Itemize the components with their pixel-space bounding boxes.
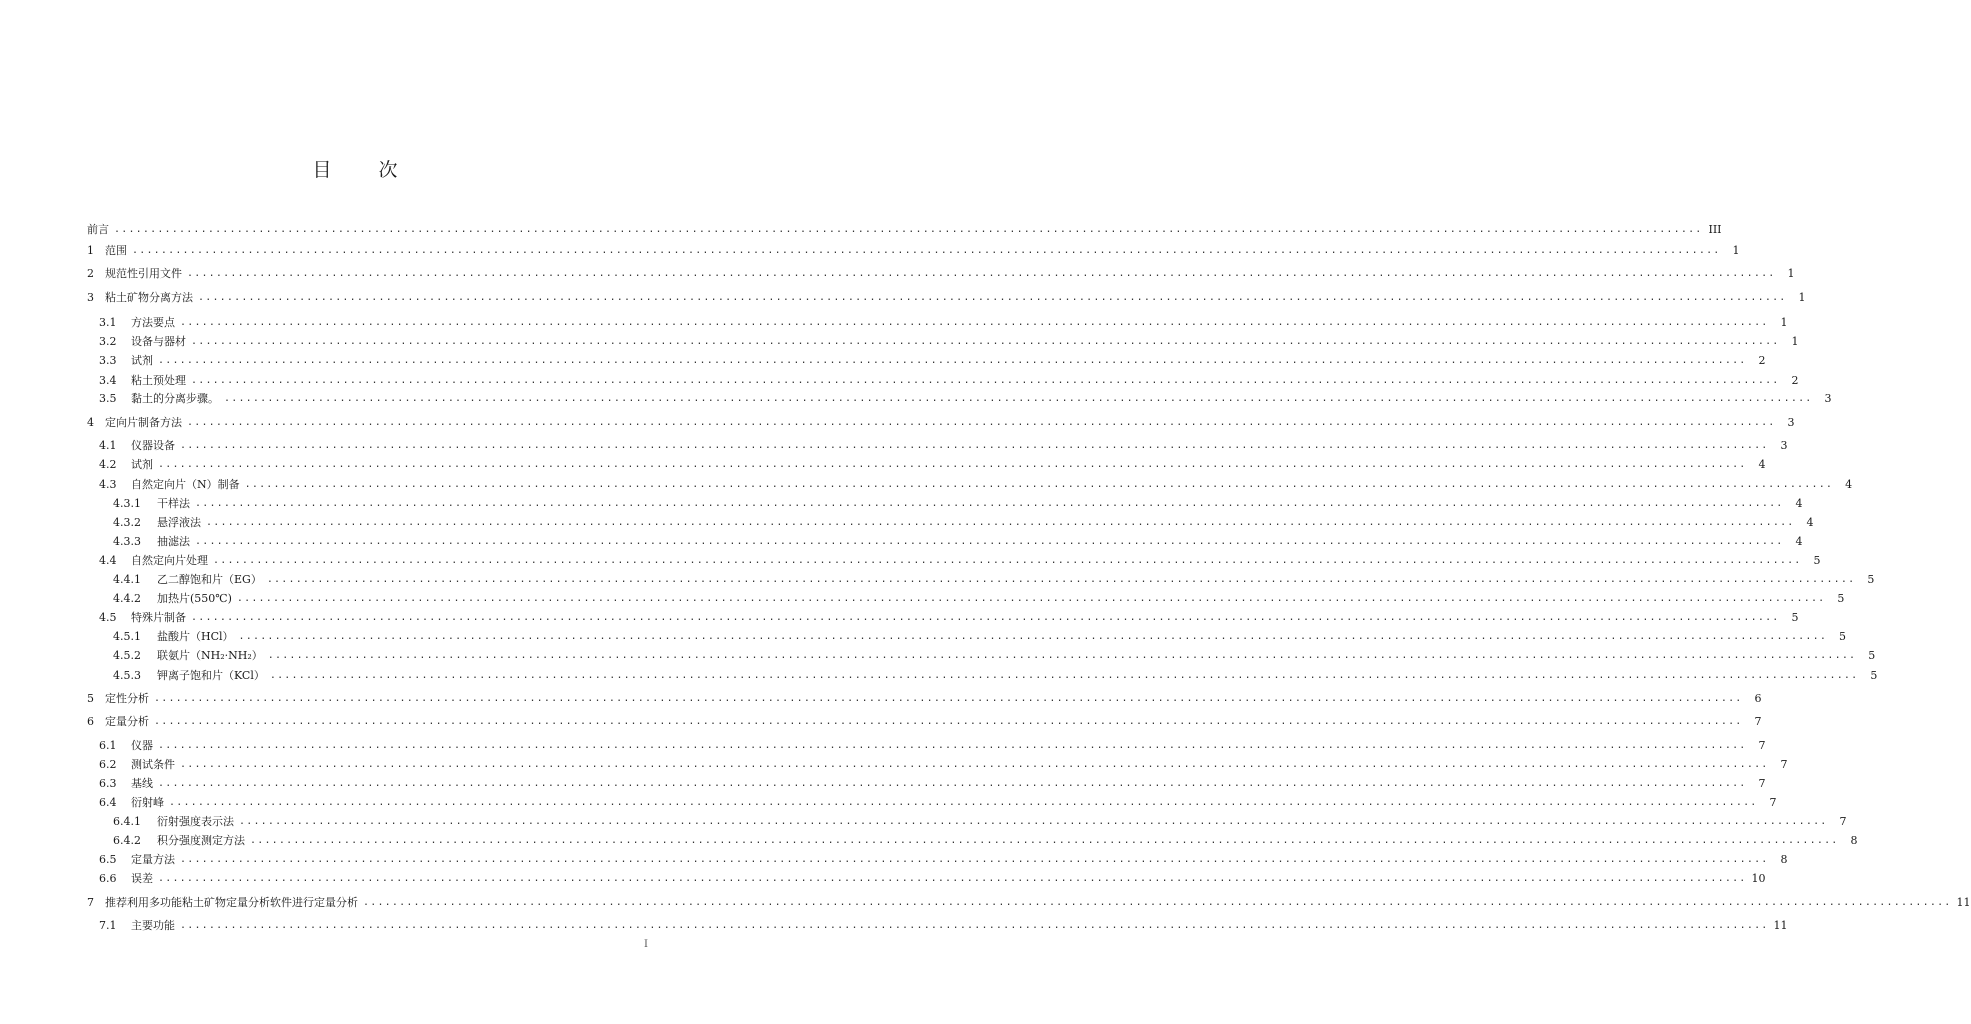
toc-entry-label: 钾离子饱和片（KCl）	[157, 669, 265, 682]
toc-entry-page: 7	[1754, 715, 1762, 728]
toc-entry[interactable]	[113, 629, 1847, 645]
dot-leader: ............................................................................................................................................................................................................................	[239, 816, 1828, 827]
dot-leader: ............................................................................................................................................................................................................................	[158, 778, 1747, 789]
toc-entry-label: 衍射峰	[131, 796, 164, 809]
toc-entry-number: 6.4.1	[113, 815, 141, 828]
toc-entry[interactable]	[99, 852, 1788, 868]
toc-entry-page: III	[1708, 223, 1722, 236]
toc-entry-page: 5	[1868, 649, 1876, 662]
toc-entry-page: 2	[1758, 354, 1766, 367]
toc-entry-label: 测试条件	[131, 758, 175, 771]
toc-entry-number: 2	[87, 267, 94, 280]
dot-leader: ............................................................................................................................................................................................................................	[206, 517, 1795, 528]
dot-leader: ............................................................................................................................................................................................................................	[158, 459, 1747, 470]
toc-entry[interactable]	[87, 290, 1806, 306]
toc-entry-page: 2	[1791, 374, 1799, 387]
toc-entry[interactable]	[99, 918, 1788, 934]
toc-entry[interactable]	[99, 334, 1799, 350]
toc-entry-number: 7.1	[99, 919, 117, 932]
toc-entry-label: 特殊片制备	[131, 611, 186, 624]
dot-leader: ............................................................................................................................................................................................................................	[187, 417, 1776, 428]
toc-entry-page: 4	[1795, 497, 1803, 510]
toc-entry-label: 误差	[131, 872, 153, 885]
toc-entry-number: 3	[87, 291, 94, 304]
toc-entry-label: 粘土矿物分离方法	[105, 291, 193, 304]
toc-entry[interactable]	[113, 515, 1814, 531]
toc-entry-label: 定量分析	[105, 715, 149, 728]
dot-leader: ............................................................................................................................................................................................................................	[169, 797, 1758, 808]
toc-entry-label: 试剂	[131, 458, 153, 471]
toc-entry-label: 范围	[105, 244, 127, 257]
toc-entry-number: 4.5.2	[113, 649, 141, 662]
toc-entry[interactable]	[113, 572, 1875, 588]
dot-leader: ............................................................................................................................................................................................................................	[266, 574, 1856, 585]
toc-entry[interactable]	[87, 222, 1722, 238]
toc-entry-number: 3.1	[99, 316, 117, 329]
toc-entry-page: 1	[1780, 316, 1788, 329]
toc-entry[interactable]	[87, 266, 1795, 282]
toc-entry-page: 1	[1732, 244, 1740, 257]
toc-entry-label: 前言	[87, 223, 109, 236]
toc-entry-label: 定性分析	[105, 692, 149, 705]
dot-leader: ............................................................................................................................................................................................................................	[158, 873, 1747, 884]
toc-entry-page: 4	[1795, 535, 1803, 548]
toc-entry-number: 7	[87, 896, 94, 909]
toc-entry-label: 黏土的分离步骤。	[131, 392, 219, 405]
toc-entry-label: 盐酸片（HCl）	[157, 630, 234, 643]
toc-entry-page: 10	[1751, 872, 1766, 885]
dot-leader: ............................................................................................................................................................................................................................	[114, 224, 1703, 235]
dot-leader: ............................................................................................................................................................................................................................	[195, 498, 1784, 509]
dot-leader: ............................................................................................................................................................................................................................	[180, 317, 1769, 328]
dot-leader: ............................................................................................................................................................................................................................	[236, 593, 1826, 604]
toc-entry-page: 8	[1780, 853, 1788, 866]
toc-entry[interactable]	[99, 757, 1788, 773]
dot-leader: ............................................................................................................................................................................................................................	[195, 536, 1784, 547]
toc-entry-page: 5	[1867, 573, 1875, 586]
toc-entry-label: 仪器	[131, 739, 153, 752]
toc-entry-label: 抽滤法	[157, 535, 190, 548]
toc-entry-page: 1	[1791, 335, 1799, 348]
toc-entry-page: 7	[1769, 796, 1777, 809]
toc-entry-page: 11	[1773, 919, 1788, 932]
dot-leader: ............................................................................................................................................................................................................................	[244, 479, 1834, 490]
toc-entry-label: 试剂	[131, 354, 153, 367]
toc-entry-page: 3	[1780, 439, 1788, 452]
dot-leader: ............................................................................................................................................................................................................................	[191, 612, 1780, 623]
toc-entry-label: 定向片制备方法	[105, 416, 182, 429]
dot-leader: ............................................................................................................................................................................................................................	[198, 292, 1787, 303]
toc-entry-page: 7	[1758, 777, 1766, 790]
toc-entry-label: 联氨片（NH₂·NH₂）	[157, 649, 263, 662]
toc-entry-label: 自然定向片（N）制备	[131, 478, 240, 491]
toc-entry-page: 7	[1780, 758, 1788, 771]
toc-entry[interactable]	[113, 668, 1878, 684]
toc-entry[interactable]	[113, 534, 1803, 550]
dot-leader: ............................................................................................................................................................................................................................	[132, 245, 1721, 256]
toc-entry[interactable]	[87, 415, 1795, 431]
toc-entry-page: 3	[1824, 392, 1832, 405]
toc-entry[interactable]	[99, 871, 1766, 887]
toc-entry-label: 干样法	[157, 497, 190, 510]
toc-entry-page: 4	[1845, 478, 1853, 491]
toc-entry-number: 4.3.2	[113, 516, 141, 529]
toc-entry-number: 3.2	[99, 335, 117, 348]
toc-entry[interactable]	[99, 457, 1766, 473]
dot-leader: ............................................................................................................................................................................................................................	[269, 670, 1859, 681]
toc-entry-label: 推荐利用多功能粘土矿物定量分析软件进行定量分析	[105, 896, 358, 909]
toc-entry-page: 1	[1798, 291, 1806, 304]
dot-leader: ............................................................................................................................................................................................................................	[180, 440, 1769, 451]
dot-leader: ............................................................................................................................................................................................................................	[363, 897, 1952, 908]
toc-entry-label: 粘土预处理	[131, 374, 186, 387]
toc-entry-number: 4.3.1	[113, 497, 141, 510]
dot-leader: ............................................................................................................................................................................................................................	[267, 650, 1857, 661]
toc-entry[interactable]	[99, 553, 1821, 569]
toc-entry-label: 设备与器材	[131, 335, 186, 348]
toc-entry-number: 4.5.3	[113, 669, 141, 682]
toc-entry-label: 自然定向片处理	[131, 554, 208, 567]
toc-entry-page: 11	[1956, 896, 1971, 909]
page-title: 目 次	[312, 159, 412, 181]
toc-entry-label: 定量方法	[131, 853, 175, 866]
toc-entry[interactable]	[99, 738, 1766, 754]
toc-entry-page: 4	[1806, 516, 1814, 529]
dot-leader: ............................................................................................................................................................................................................................	[154, 716, 1743, 727]
toc-entry[interactable]	[99, 477, 1853, 493]
toc-entry-number: 3.4	[99, 374, 117, 387]
toc-entry-number: 6.2	[99, 758, 117, 771]
toc-entry-number: 4.4.2	[113, 592, 141, 605]
toc-entry[interactable]	[113, 591, 1845, 607]
toc-entry[interactable]	[99, 610, 1799, 626]
toc-entry-label: 方法要点	[131, 316, 175, 329]
toc-entry[interactable]	[99, 315, 1788, 331]
toc-entry-page: 5	[1839, 630, 1847, 643]
toc-entry[interactable]	[99, 795, 1777, 811]
toc-entry-label: 积分强度测定方法	[157, 834, 245, 847]
toc-entry-page: 3	[1787, 416, 1795, 429]
toc-entry-number: 3.5	[99, 392, 117, 405]
toc-entry-page: 5	[1791, 611, 1799, 624]
toc-entry-label: 悬浮液法	[157, 516, 201, 529]
toc-entry-number: 4.5.1	[113, 630, 141, 643]
dot-leader: ............................................................................................................................................................................................................................	[187, 268, 1776, 279]
toc-entry[interactable]	[87, 895, 1971, 911]
toc-entry-number: 3.3	[99, 354, 117, 367]
toc-entry-page: 7	[1758, 739, 1766, 752]
toc-entry-number: 4.3	[99, 478, 117, 491]
page-number: I	[644, 939, 648, 950]
toc-entry-number: 6.4.2	[113, 834, 141, 847]
toc-entry-number: 4.5	[99, 611, 117, 624]
toc-entry-page: 4	[1758, 458, 1766, 471]
toc-entry[interactable]	[113, 496, 1803, 512]
dot-leader: ............................................................................................................................................................................................................................	[191, 336, 1780, 347]
dot-leader: ............................................................................................................................................................................................................................	[180, 854, 1769, 865]
toc-entry[interactable]	[87, 243, 1740, 259]
dot-leader: ............................................................................................................................................................................................................................	[154, 693, 1743, 704]
toc-entry[interactable]	[99, 353, 1766, 369]
dot-leader: ............................................................................................................................................................................................................................	[213, 555, 1802, 566]
dot-leader: ............................................................................................................................................................................................................................	[158, 355, 1747, 366]
toc-entry-number: 4.1	[99, 439, 117, 452]
toc-entry-page: 5	[1837, 592, 1845, 605]
toc-entry[interactable]	[113, 648, 1876, 664]
toc-entry[interactable]	[99, 438, 1788, 454]
toc-entry[interactable]	[113, 814, 1847, 830]
toc-entry-label: 规范性引用文件	[105, 267, 182, 280]
toc-entry-label: 乙二醇饱和片（EG）	[157, 573, 262, 586]
toc-entry-page: 8	[1850, 834, 1858, 847]
toc-entry-page: 6	[1754, 692, 1762, 705]
toc-entry[interactable]	[87, 691, 1762, 707]
toc-entry-page: 5	[1813, 554, 1821, 567]
toc-entry[interactable]	[99, 776, 1766, 792]
dot-leader: ............................................................................................................................................................................................................................	[238, 631, 1828, 642]
toc-entry-number: 4.3.3	[113, 535, 141, 548]
toc-entry-label: 加热片(550℃)	[157, 592, 232, 605]
toc-entry-number: 4.2	[99, 458, 117, 471]
toc-entry-number: 6.5	[99, 853, 117, 866]
dot-leader: ............................................................................................................................................................................................................................	[224, 393, 1813, 404]
toc-entry-number: 6.4	[99, 796, 117, 809]
toc-entry-number: 6	[87, 715, 94, 728]
toc-entry-page: 1	[1787, 267, 1795, 280]
dot-leader: ............................................................................................................................................................................................................................	[180, 759, 1769, 770]
toc-entry-number: 4.4	[99, 554, 117, 567]
toc-entry[interactable]	[113, 833, 1858, 849]
toc-entry[interactable]	[87, 714, 1762, 730]
toc-entry[interactable]	[99, 391, 1832, 407]
toc-entry-number: 1	[87, 244, 94, 257]
dot-leader: ............................................................................................................................................................................................................................	[158, 740, 1747, 751]
toc-entry-number: 4	[87, 416, 94, 429]
toc-entry-number: 6.1	[99, 739, 117, 752]
toc-entry-page: 7	[1839, 815, 1847, 828]
toc-entry-number: 4.4.1	[113, 573, 141, 586]
toc-entry-page: 5	[1870, 669, 1878, 682]
toc-entry-number: 6.6	[99, 872, 117, 885]
toc-entry-number: 6.3	[99, 777, 117, 790]
dot-leader: ............................................................................................................................................................................................................................	[180, 920, 1769, 931]
toc-entry-label: 衍射强度表示法	[157, 815, 234, 828]
dot-leader: ............................................................................................................................................................................................................................	[191, 375, 1780, 386]
toc-entry[interactable]	[99, 373, 1799, 389]
toc-entry-label: 仪器设备	[131, 439, 175, 452]
toc-entry-label: 主要功能	[131, 919, 175, 932]
dot-leader: ............................................................................................................................................................................................................................	[250, 835, 1839, 846]
toc-entry-number: 5	[87, 692, 94, 705]
toc-entry-label: 基线	[131, 777, 153, 790]
